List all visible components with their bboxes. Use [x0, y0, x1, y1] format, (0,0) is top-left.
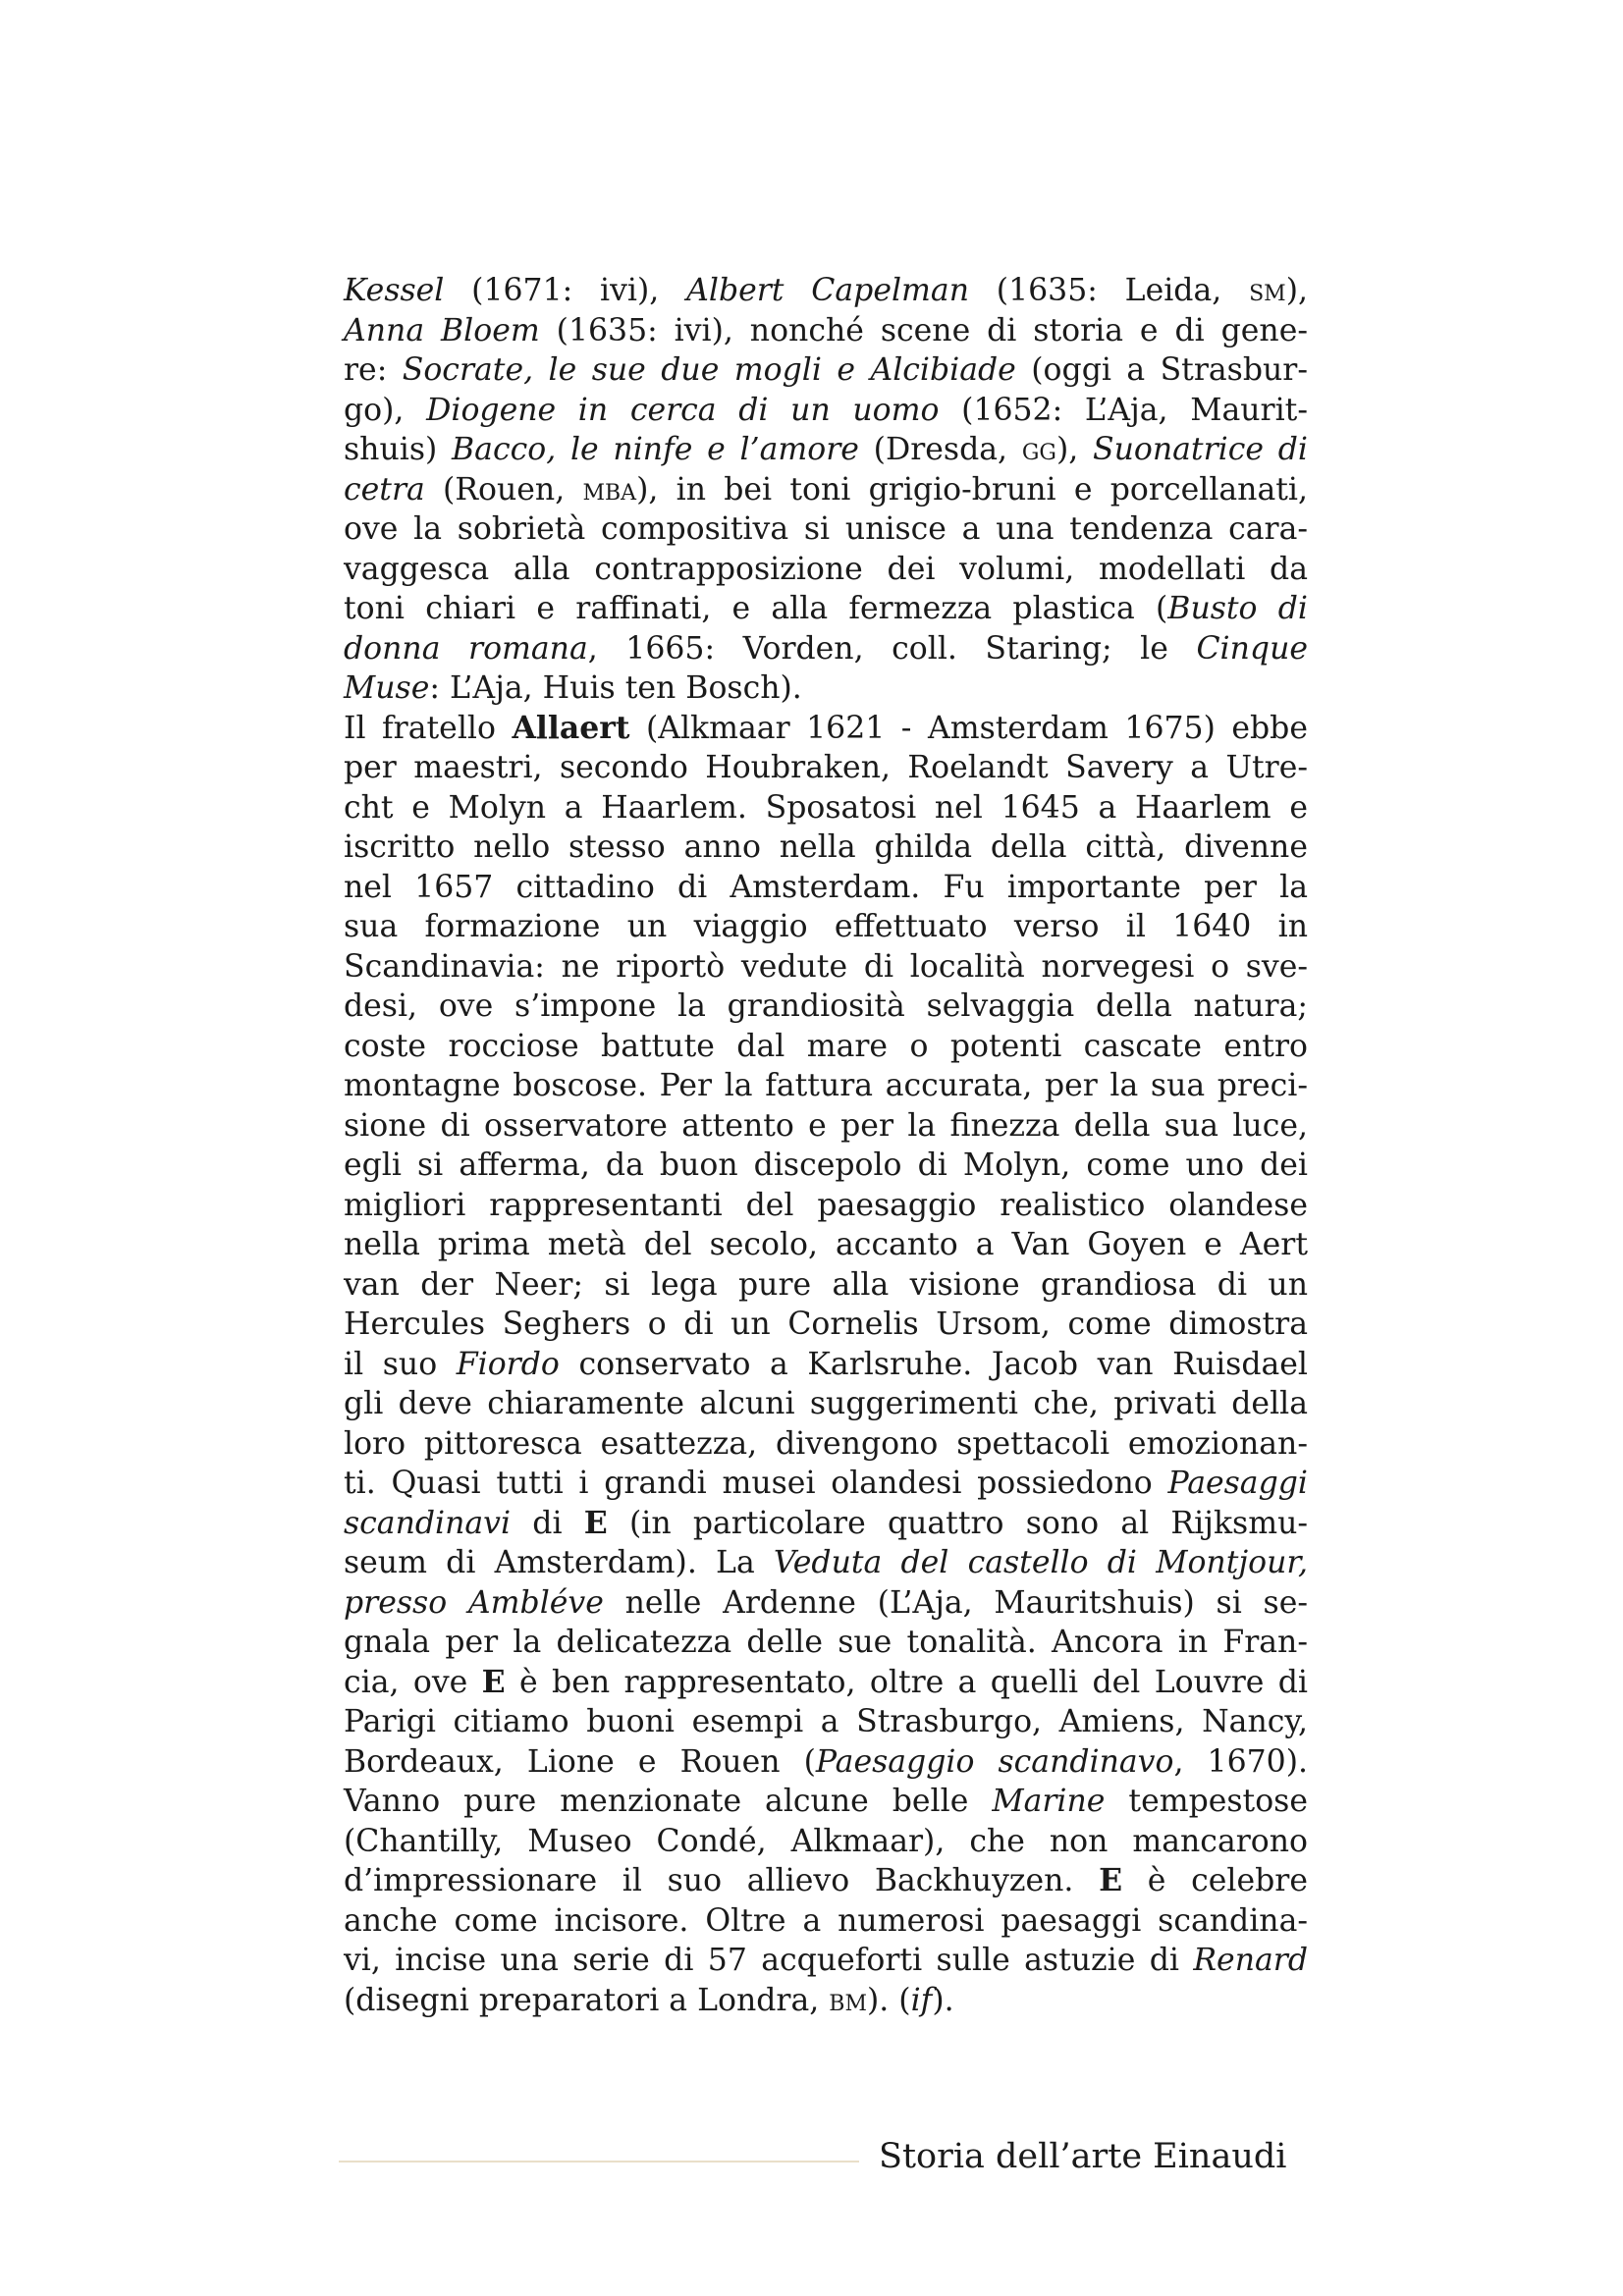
text-line	[344, 748, 1308, 788]
italic-text: Albert Capelman	[686, 273, 969, 308]
text-run: re:	[344, 352, 403, 388]
text-line	[344, 1702, 1308, 1742]
text-run: è ben rappresentato, oltre a quelli del Louvre di	[505, 1664, 1309, 1700]
text-run: (disegni preparatori a Londra,	[344, 1982, 830, 2018]
text-line	[344, 1742, 1308, 1783]
text-line	[344, 1583, 1308, 1624]
paragraph-2	[344, 709, 1308, 2021]
italic-text: Bacco, le ninfe e l’amore	[452, 432, 859, 467]
text-run: Parigi citiamo buoni esempi a Strasburgo, Amiens, Nancy,	[344, 1704, 1308, 1739]
text-line	[344, 1504, 1308, 1544]
text-run: (Dresda,	[858, 432, 1022, 467]
small-caps-text: bm	[829, 1982, 867, 2018]
paragraph-1	[344, 271, 1308, 709]
text-line	[344, 828, 1308, 868]
text-line	[344, 987, 1308, 1027]
text-run: sua formazione un viaggio effettuato verso il 1640 in	[344, 909, 1308, 944]
text-run: go),	[344, 392, 427, 428]
text-line	[344, 1663, 1308, 1703]
text-run: anche come incisore. Oltre a numerosi paesaggi scandina-	[344, 1902, 1308, 1939]
text-line	[344, 1066, 1308, 1106]
text-run: nel 1657 cittadino di Amsterdam. Fu importante per la	[344, 869, 1308, 905]
document-body	[344, 271, 1308, 2020]
text-line	[344, 1186, 1308, 1226]
text-run: Hercules Seghers o di un Cornelis Ursom, come dimostra	[344, 1307, 1308, 1342]
text-run: (in particolare quattro sono al Rijksmu-	[607, 1505, 1309, 1541]
text-line	[344, 907, 1308, 947]
italic-text: Cinque	[1196, 630, 1308, 667]
text-run: (1635: ivi), nonché scene di storia e di gene-	[539, 312, 1308, 348]
text-run: gnala per la delicatezza delle sue tonalità. Ancora in Fran-	[344, 1625, 1308, 1660]
footer-divider	[339, 2161, 859, 2163]
text-run: (1671: ivi),	[444, 273, 687, 308]
italic-text: Socrate, le sue due mogli e Alcibiade	[402, 352, 1016, 388]
italic-text: Muse	[344, 670, 430, 706]
text-run: cht e Molyn a Haarlem. Sposatosi nel 1645 a Haarlem e	[344, 789, 1308, 826]
text-run: desi, ove s’impone la grandiosità selvaggia della natura;	[344, 988, 1308, 1024]
text-line	[344, 1543, 1308, 1583]
text-run: vi, incise una serie di 57 acqueforti sulle astuzie di	[344, 1943, 1194, 1978]
text-run: (Alkmaar 1621 - Amsterdam 1675) ebbe	[629, 710, 1308, 746]
text-line	[344, 1424, 1308, 1465]
text-run: Bordeaux, Lione e Rouen (	[344, 1743, 816, 1780]
bold-text: E	[1099, 1862, 1123, 1898]
text-line	[344, 1981, 1308, 2021]
text-line	[344, 868, 1308, 908]
text-line	[344, 311, 1308, 351]
text-run: migliori rappresentanti del paesaggio realistico olandese	[344, 1187, 1308, 1223]
footer-title: Storia dell’arte Einaudi	[879, 2137, 1287, 2176]
text-line	[344, 1265, 1308, 1306]
text-line	[344, 1225, 1308, 1265]
text-run: d’impressionare il suo allievo Backhuyzen.	[344, 1863, 1100, 1898]
text-run: coste rocciose battute dal mare o potenti cascate entro	[344, 1028, 1308, 1064]
text-line	[344, 1822, 1308, 1862]
text-line	[344, 550, 1308, 590]
text-line	[344, 1027, 1308, 1067]
text-run: (1635: Leida,	[968, 273, 1250, 308]
italic-text: Kessel	[344, 273, 445, 308]
text-line	[344, 1106, 1308, 1147]
text-run: ),	[1285, 273, 1308, 308]
text-run: iscritto nello stesso anno nella ghilda della città, divenne	[344, 829, 1308, 865]
text-run: Scandinavia: ne riportò vedute di località norvegesi o sve-	[344, 948, 1308, 985]
italic-text: scandinavi	[344, 1505, 512, 1541]
text-run: egli si afferma, da buon discepolo di Molyn, come uno dei	[344, 1148, 1308, 1183]
text-line	[344, 350, 1308, 391]
text-run: , 1665: Vorden, coll. Staring; le	[587, 630, 1197, 667]
small-caps-text: mba	[582, 471, 637, 507]
italic-text: Fiordo	[456, 1346, 560, 1382]
italic-text: Marine	[992, 1784, 1106, 1819]
italic-text: Paesaggi	[1167, 1466, 1308, 1501]
text-run: conservato a Karlsruhe. Jacob van Ruisdael	[559, 1346, 1308, 1382]
text-run: di	[511, 1505, 584, 1541]
italic-text: presso Ambléve	[344, 1584, 604, 1621]
text-line	[344, 1146, 1308, 1186]
small-caps-text: sm	[1249, 273, 1286, 308]
text-run: Il fratello	[344, 710, 513, 746]
text-line	[344, 1345, 1308, 1385]
text-run: tempestose	[1105, 1784, 1308, 1819]
text-line	[344, 509, 1308, 550]
bold-text: E	[481, 1663, 506, 1700]
text-run: per maestri, secondo Houbraken, Roelandt Savery a Utre-	[344, 750, 1308, 785]
text-line	[344, 1941, 1308, 1981]
text-run: è celebre	[1122, 1863, 1309, 1898]
text-run: ove la sobrietà compositiva si unisce a una tendenza cara-	[344, 511, 1308, 547]
text-run: van der Neer; si lega pure alla visione grandiosa di un	[344, 1266, 1308, 1303]
italic-text: Veduta del castello di Montjour,	[773, 1545, 1308, 1580]
text-run: nelle Ardenne (L’Aja, Mauritshuis) si se-	[603, 1584, 1308, 1621]
text-line	[344, 788, 1308, 828]
text-run: seum di Amsterdam). La	[344, 1545, 774, 1580]
text-line	[344, 1861, 1308, 1901]
text-run: loro pittoresca esattezza, divengono spettacoli emozionan-	[344, 1425, 1308, 1462]
text-run: (1652: L’Aja, Maurit-	[939, 392, 1308, 428]
text-run: (Chantilly, Museo Condé, Alkmaar), che non mancarono	[344, 1823, 1308, 1859]
italic-text: Paesaggio scandinavo	[815, 1743, 1174, 1780]
italic-text: Diogene in cerca di un uomo	[426, 392, 940, 428]
text-run: nella prima metà del secolo, accanto a Van Goyen e Aert	[344, 1227, 1308, 1262]
text-run: toni chiari e raffinati, e alla fermezza plastica (	[344, 591, 1168, 626]
text-run: : L’Aja, Huis ten Bosch).	[429, 670, 802, 706]
text-line	[344, 271, 1308, 311]
text-line	[344, 629, 1308, 669]
text-run: ).	[932, 1982, 954, 2018]
text-line	[344, 1305, 1308, 1345]
text-run: montagne boscose. Per la fattura accurata, per la sua preci-	[344, 1068, 1308, 1103]
italic-text: Suonatrice di	[1093, 432, 1308, 467]
text-line	[344, 668, 1308, 709]
text-line	[344, 1623, 1308, 1663]
text-run: vaggesca alla contrapposizione dei volumi, modellati da	[344, 551, 1308, 587]
text-run: ), in bei toni grigio-bruni e porcellanati,	[636, 471, 1308, 507]
text-line	[344, 430, 1308, 470]
text-run: cia, ove	[344, 1664, 482, 1700]
text-run: shuis)	[344, 432, 453, 467]
text-run: Vanno pure menzionate alcune belle	[344, 1784, 993, 1819]
text-line	[344, 1901, 1308, 1942]
text-line	[344, 1782, 1308, 1822]
italic-text: donna romana	[344, 630, 588, 667]
bold-text: Allaert	[512, 709, 630, 746]
text-run: (Rouen,	[424, 471, 583, 507]
text-line	[344, 589, 1308, 629]
text-line	[344, 709, 1308, 749]
text-line	[344, 1464, 1308, 1504]
text-run: , 1670).	[1173, 1743, 1309, 1780]
italic-text: Renard	[1193, 1943, 1308, 1978]
italic-text: Anna Bloem	[344, 312, 540, 348]
text-run: (oggi a Strasbur-	[1015, 352, 1308, 388]
text-run: sione di osservatore attento e per la finezza della sua luce,	[344, 1107, 1308, 1144]
text-run: gli deve chiaramente alcuni suggerimenti che, privati della	[344, 1386, 1308, 1421]
text-run: ). (	[866, 1982, 911, 2018]
italic-text: cetra	[344, 471, 425, 507]
text-line	[344, 470, 1308, 510]
italic-text: if	[910, 1982, 933, 2018]
text-run: ),	[1055, 432, 1094, 467]
bold-text: E	[583, 1504, 608, 1541]
small-caps-text: gg	[1021, 432, 1056, 467]
text-line	[344, 391, 1308, 431]
text-run: il suo	[344, 1346, 457, 1382]
text-line	[344, 947, 1308, 988]
text-line	[344, 1384, 1308, 1424]
text-run: ti. Quasi tutti i grandi musei olandesi possiedono	[344, 1466, 1168, 1501]
italic-text: Busto di	[1167, 591, 1308, 626]
